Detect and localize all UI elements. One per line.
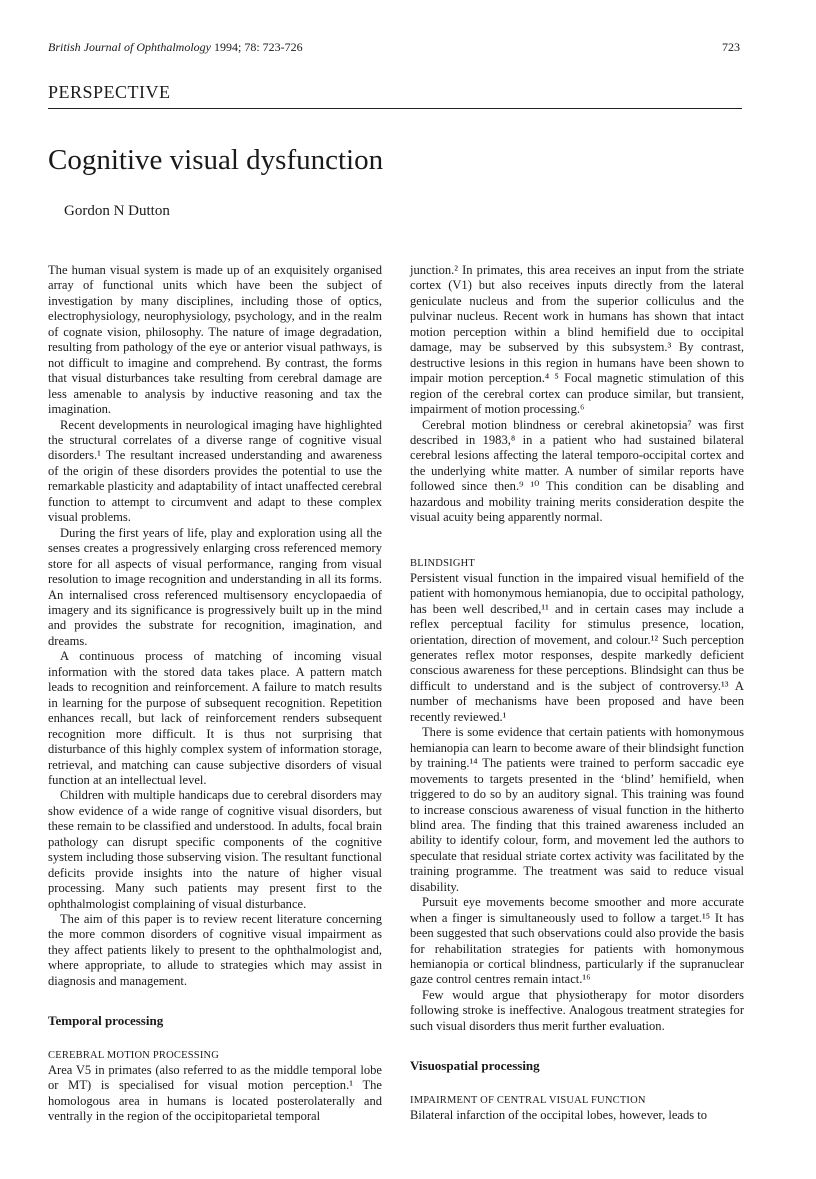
section-heading-visuospatial: Visuospatial processing — [410, 1058, 540, 1074]
paragraph: Cerebral motion blindness or cerebral akinetopsia⁷ was first described in 1983,⁸ in a patient who had sustained bilateral cerebral lesions affecting the lateral temporo-occipital cortex and the underlying white matter. A number of similar reports have followed since then.⁹ ¹⁰ This condition can be disabling and hazardous and mobility training merits consideration despite the visual acuity being apparently normal. — [410, 417, 744, 525]
citation-details: 1994; 78: 723-726 — [211, 40, 303, 54]
section-label: PERSPECTIVE — [48, 82, 171, 102]
paragraph: During the first years of life, play and exploration using all the senses creates a progressively enlarging cross referenced memory store for all aspects of visual performance, ranging from visual resolution to image recognition and understanding in all its forms. An internalised cross referenced multisensory encyclopaedia of imagery and its significance is progressively built up in the mind and provides the substrate for recognition, imagination, and dreams. — [48, 525, 382, 648]
right-column — [410, 263, 744, 1123]
article-title: Cognitive visual dysfunction — [48, 144, 384, 176]
journal-citation — [48, 40, 303, 55]
paragraph: Area V5 in primates (also referred to as the middle temporal lobe or MT) is specialised for visual motion perception.¹ The homologous area in humans is located posterolaterally and ventrally in the region of the occipitoparietal temporal — [48, 1062, 382, 1124]
paragraph: Bilateral infarction of the occipital lobes, however, leads to — [410, 1107, 708, 1122]
paragraph: Few would argue that physiotherapy for motor disorders following stroke is ineffective. Analogous treatment strategies for such visual disorders thus merit further evaluation. — [410, 987, 744, 1033]
paragraph: Persistent visual function in the impaired visual hemifield of the patient with homonymous hemianopia, due to occipital pathology, has been well described,¹¹ and in certain cases may include a reflex perceptual facility for stimulus presence, location, orientation, direction of movement, and colour.¹² Such perception generates reflex motor responses, despite markedly deficient conscious awareness for these perceptions. Blindsight can thus be difficult to understand and is the subject of controversy.¹³ A number of mechanisms have been proposed and have been recently reviewed.¹ — [410, 570, 744, 724]
paragraph: The human visual system is made up of an exquisitely organised array of functional units which have been the subject of investigation by many disciplines, including those of optics, electrophysiology, neurophysiology, psychology, and in the realm of cognate vision, philosophy. The nature of image degradation, resulting from pathology of the eye or anterior visual pathways, is not difficult to imagine and comprehend. By contrast, the forms that visual disturbances take resulting from cerebral damage are less amenable to analysis by inductive reasoning and tax the imagination. — [48, 263, 382, 417]
left-column — [48, 263, 382, 1125]
section-heading-temporal: Temporal processing — [48, 1013, 164, 1029]
page-number: 723 — [722, 40, 740, 54]
paragraph: Children with multiple handicaps due to cerebral disorders may show evidence of a wide range of cognitive visual disorders, but these remain to be classified and understood. In adults, focal brain pathology can disrupt specific components of the cognitive system including those subserving vision. The resultant functional deficits provide insights into the nature of higher visual processing. Many such patients may present first to the ophthalmologist complaining of visual disturbance. — [48, 788, 382, 911]
journal-name: British Journal of Ophthalmology — [48, 40, 211, 54]
paragraph: Pursuit eye movements become smoother and more accurate when a finger is simultaneously used to follow a target.¹⁵ It has been suggested that such observations could also provide the basis for rehabilitation strategies for patients with homonymous hemianopia or cortical blindness, particularly if the supranuclear gaze control centres remain intact.¹⁶ — [410, 895, 744, 987]
paragraph: A continuous process of matching of incoming visual information with the stored data takes place. A pattern match leads to recognition and reinforcement. A failure to match results in learning for the purpose of subsequent recognition. Repetition enhances recall, but lack of reinforcement renders subsequent recognition more difficult. It is thus not surprising that disturbance of this highly complex system of information storage, retrieval, and matching can cause subjective disorders of visual function at an intellectual level. — [48, 649, 382, 787]
article-author: Gordon N Dutton — [64, 203, 170, 219]
header-rule — [48, 108, 742, 109]
paragraph: There is some evidence that certain patients with homonymous hemianopia can learn to become aware of their blindsight function by training.¹⁴ The patients were trained to perform saccadic eye movements to targets presented in the ‘blind’ hemifield, when triggered to do so by an auditory signal. This training was found to increase conscious awareness of visual function in the hitherto blind area. The finding that this trained awareness included an ability to identify colour, form, and movement led the authors to speculate that residual striate cortex activity was facilitated by the training programme. The treatment was said to reduce visual disability. — [410, 725, 744, 894]
subheading-motion: CEREBRAL MOTION PROCESSING — [48, 1049, 220, 1061]
subheading-central: IMPAIRMENT OF CENTRAL VISUAL FUNCTION — [410, 1094, 646, 1106]
paragraph: The aim of this paper is to review recent literature concerning the more common disorders of cognitive visual impairment as they affect patients likely to present to the ophthalmologist and, where appropriate, to allude to strategies which may assist in diagnosis and management. — [48, 912, 382, 988]
subheading-blindsight: BLINDSIGHT — [410, 557, 475, 569]
paragraph: junction.² In primates, this area receives an input from the striate cortex (V1) but also receives inputs directly from the lateral geniculate nucleus and from the superior colliculus and the pulvinar nucleus. Recent work in humans has shown that intact motion perception within a blind hemifield due to occipital damage, may be subserved by this subsystem.³ By contrast, destructive lesions in this region in humans have been shown to impair motion perception.⁴ ⁵ Focal magnetic stimulation of this region of the cerebral cortex can produce similar, but transient, impairment of motion processing.⁶ — [410, 263, 744, 417]
paragraph: Recent developments in neurological imaging have highlighted the structural correlates of a diverse range of cognitive visual disorders.¹ The resultant increased understanding and awareness of the origin of these disorders provides the potential to use the remarkable plasticity and adaptability of intact unaffected cerebral function to attempt to circumvent and adapt to these complex visual problems. — [48, 417, 382, 525]
